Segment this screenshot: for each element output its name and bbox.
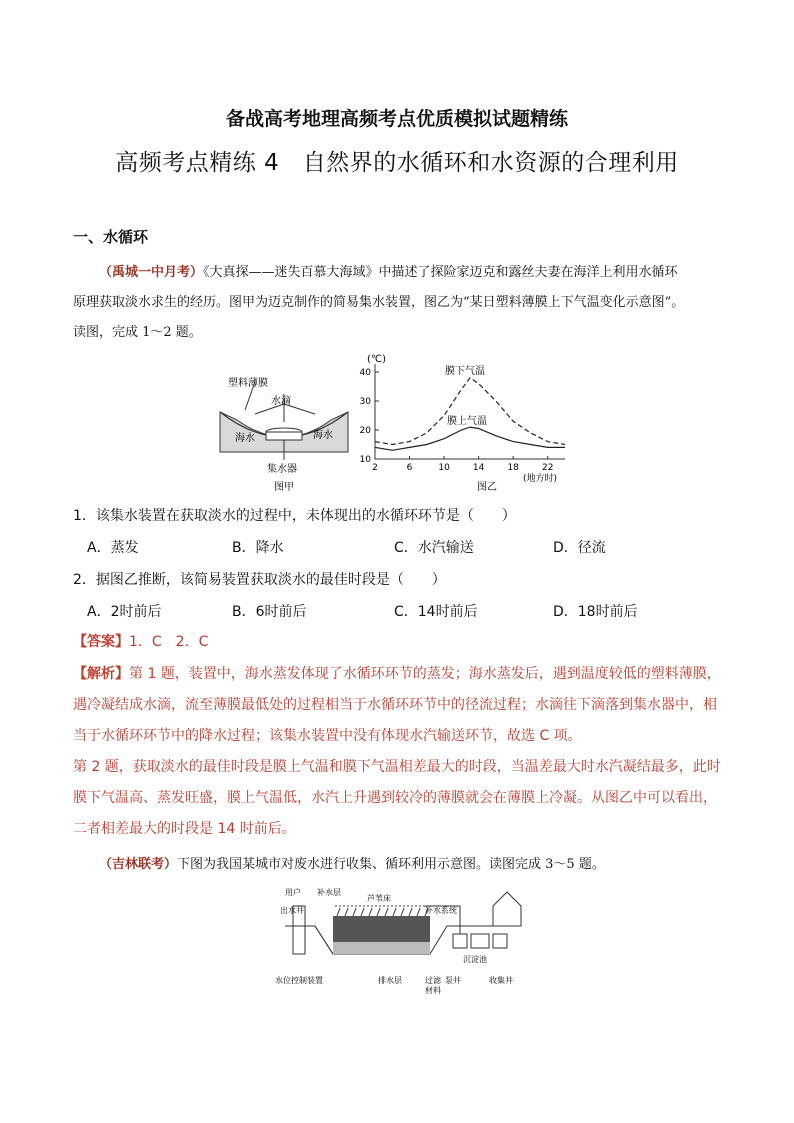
label-under-film: 膜下气温: [445, 366, 485, 377]
q2-option-c[interactable]: C．14时前后: [394, 604, 478, 620]
answer-block: [73, 627, 723, 658]
intro-line-3: 读图，完成 1～2 题。: [73, 325, 202, 340]
house-shape: [493, 892, 521, 926]
analysis-line-4: 第 2 题，获取淡水的最佳时段是膜上气温和膜下气温相差最大的时段，当温差最大时水汽凝结最多，此时: [73, 759, 721, 775]
label-reed-bed: 芦苇床: [367, 894, 391, 903]
intro-line-1: 《大真探——迷失百慕大海域》中描述了探险家迈克和露丝夫妻在海洋上利用水循环: [203, 265, 678, 280]
q1-option-a[interactable]: A．蒸发: [87, 540, 139, 556]
figure-1: [215, 352, 575, 497]
analysis-line-2: 遇冷凝结成水滴，流至薄膜最低处的过程相当于水循环环节中的径流过程；水滴往下滴落到集水器中，相: [73, 697, 717, 713]
q1-option-b[interactable]: B．降水: [232, 540, 284, 556]
intro-line-2: 原理获取淡水求生的经历。图甲为迈克制作的简易集水装置，图乙为“某日塑料薄膜上下气温变化示意图”。: [73, 295, 685, 310]
series-line-above-film: [375, 427, 565, 450]
figure-2: [275, 886, 525, 996]
question-1-stem: 1．该集水装置在获取淡水的过程中，未体现出的水循环环节是（ ）: [73, 508, 516, 524]
answer-text: 1．C 2．C: [129, 634, 209, 650]
analysis-line-1: 第 1 题，装置中，海水蒸发体现了水循环环节的蒸发；海水蒸发后，遇到温度较低的塑料薄膜，: [129, 666, 721, 682]
document-title: 备战高考地理高频考点优质模拟试题精练: [225, 108, 568, 130]
x-tick-label-22: 22: [542, 463, 554, 473]
q1-option-c[interactable]: C．水汽输送: [394, 540, 474, 556]
intro2-text: 下图为我国某城市对废水进行收集、循环利用示意图。读图完成 3～5 题。: [177, 857, 605, 872]
x-tick-label-2: 2: [372, 463, 378, 473]
label-plastic-film: 塑料薄膜: [228, 378, 268, 389]
y-tick-label-30: 30: [359, 397, 371, 407]
caption-yi: 图乙: [477, 482, 497, 493]
y-tick-label-20: 20: [359, 426, 371, 436]
q2-option-d[interactable]: D．18时前后: [553, 604, 638, 620]
question-2-stem: 2．据图乙推断，该简易装置获取淡水的最佳时段是（ ）: [73, 572, 446, 588]
q2-option-a[interactable]: A．2时前后: [87, 604, 162, 620]
document-subtitle: 高频考点精练 4 自然界的水循环和水资源的合理利用: [115, 150, 679, 176]
label-water-drop: 水滴: [271, 396, 291, 407]
label-sed-tank: 沉淀池: [463, 955, 487, 964]
collection-well-shape: [493, 934, 507, 948]
label-filter-2: 材料: [425, 986, 441, 995]
label-sea-left: 海水: [235, 433, 255, 444]
intro-paragraph-2: [73, 850, 723, 880]
caption-jia: 图甲: [274, 482, 294, 493]
label-level-control: 水位控制装置: [275, 976, 323, 985]
analysis-line-5: 膜下气温高、蒸发旺盛，膜上气温低，水汽上升遇到较冷的薄膜就会在薄膜上冷凝。从图乙中可以看出，: [73, 790, 717, 806]
label-outlet-well: 出水井: [280, 906, 304, 915]
source-tag: （禹城一中月考）: [99, 265, 204, 280]
label-collection-well: 收集井: [489, 976, 513, 985]
label-replenish-layer: 补水层: [317, 888, 341, 897]
q1-option-d[interactable]: D．径流: [553, 540, 606, 556]
label-sea-right: 海水: [313, 430, 333, 441]
analysis-line-3: 当于水循环环节中的降水过程；该集水装置中没有体现水汽输送环节，故选 C 项。: [73, 728, 582, 744]
analysis-label: 【解析】: [73, 666, 129, 682]
series-line-under-film: [375, 378, 565, 445]
x-tick-label-6: 6: [406, 463, 413, 473]
label-collector: 集水器: [267, 464, 297, 475]
analysis-block: [73, 659, 723, 845]
label-filter-1: 过滤: [425, 976, 441, 985]
label-drain-layer: 排水层: [378, 976, 402, 985]
section-heading: 一、水循环: [73, 228, 149, 246]
x-tick-label-14: 14: [472, 463, 485, 473]
analysis-line-6: 二者相差最大的时段是 14 时前后。: [73, 821, 296, 837]
x-unit: (地方时): [523, 474, 558, 484]
label-replenish-system: 补水系统: [425, 906, 457, 915]
q2-option-b[interactable]: B．6时前后: [232, 604, 307, 620]
y-unit: (℃): [367, 354, 387, 365]
y-tick-label-40: 40: [359, 368, 371, 378]
label-above-film: 膜上气温: [447, 416, 487, 427]
intro-paragraph: [73, 258, 723, 348]
label-pump-well: 泵井: [445, 976, 461, 985]
source-tag-2: （吉林联考）: [99, 857, 178, 872]
y-tick-label-10: 10: [359, 455, 371, 465]
reed-bed-shape: [333, 908, 430, 954]
collector-body: [266, 432, 302, 440]
pump-well-shape: [453, 934, 467, 948]
x-tick-label-18: 18: [507, 463, 519, 473]
x-tick-label-10: 10: [438, 463, 450, 473]
sed-tank-shape: [471, 934, 489, 948]
device-diagram: [220, 376, 348, 493]
label-user: 用户: [285, 888, 301, 897]
answer-label: 【答案】: [73, 634, 129, 650]
